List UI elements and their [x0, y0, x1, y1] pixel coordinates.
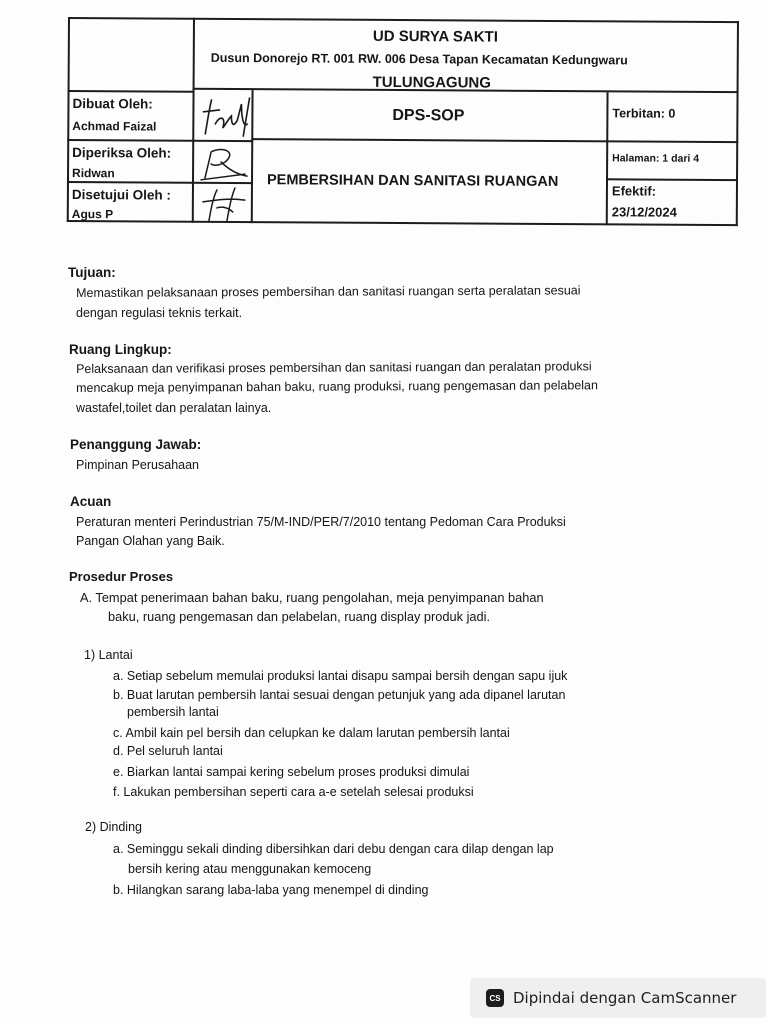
dinding-item-a: a. Seminggu sekali dinding dibersihkan dari debu dengan cara dilap dengan lap [113, 842, 554, 856]
lantai-item-d: d. Pel seluruh lantai [113, 744, 223, 758]
penanggung-jawab-title: Penanggung Jawab: [70, 437, 202, 452]
company-name: UD SURYA SAKTI [372, 27, 498, 46]
dinding-item-b: b. Hilangkan sarang laba-laba yang menempel di dinding [113, 883, 429, 897]
camscanner-label: Dipindai dengan CamScanner [513, 989, 737, 1007]
tujuan-line-1: Memastikan pelaksanaan proses pembersihan dan sanitasi ruangan serta peralatan sesuai [76, 283, 581, 300]
penanggung-jawab-text: Pimpinan Perusahaan [76, 458, 199, 472]
document-code: DPS-SOP [392, 106, 465, 125]
ruang-lingkup-line-3: wastafel,toilet dan peralatan lainya. [76, 401, 272, 415]
acuan-line-2: Pangan Olahan yang Baik. [76, 534, 225, 548]
prosedur-title: Prosedur Proses [69, 569, 174, 584]
prosedur-a-line-2: baku, ruang pengemasan dan pelabelan, ruang display produk jadi. [108, 609, 491, 624]
acuan-line-1: Peraturan menteri Perindustrian 75/M-IND/PER/7/2010 tentang Pedoman Cara Produksi [76, 515, 566, 529]
ruang-lingkup-line-1: Pelaksanaan dan verifikasi proses pembersihan dan sanitasi ruangan dan peralatan produksi [76, 359, 592, 376]
checked-by-name: Ridwan [72, 166, 115, 181]
ruang-lingkup-title: Ruang Lingkup: [69, 342, 172, 357]
effective-date: 23/12/2024 [611, 204, 677, 220]
lantai-title: 1) Lantai [84, 648, 133, 662]
dinding-item-a-cont: bersih kering atau menggunakan kemoceng [128, 862, 372, 876]
document-title: PEMBERSIHAN DAN SANITASI RUANGAN [266, 172, 559, 190]
dinding-title: 2) Dinding [85, 820, 142, 834]
prosedur-a-line-1: A. Tempat penerimaan bahan baku, ruang pengolahan, meja penyimpanan bahan [80, 590, 544, 605]
lantai-item-c: c. Ambil kain pel bersih dan celupkan ke dalam larutan pembersih lantai [113, 726, 510, 740]
issue-number: Terbitan: 0 [612, 106, 676, 121]
ruang-lingkup-line-2: mencakup meja penyimpanan bahan baku, ruang produksi, ruang pengemasan dan pelabelan [76, 378, 598, 395]
signature-checked [195, 144, 251, 184]
signature-prepared [197, 94, 257, 140]
tujuan-title: Tujuan: [68, 265, 116, 280]
lantai-item-f: f. Lakukan pembersihan seperti cara a-e setelah selesai produksi [113, 785, 474, 799]
company-address: Dusun Donorejo RT. 001 RW. 006 Desa Tapan Kecamatan Kedungwaru [210, 50, 628, 68]
lantai-item-a: a. Setiap sebelum memulai produksi lantai disapu sampai bersih dengan sapu ijuk [113, 669, 568, 683]
acuan-title: Acuan [70, 494, 112, 509]
approved-by-name: Agus P [71, 207, 114, 222]
lantai-item-e: e. Biarkan lantai sampai kering sebelum proses produksi dimulai [113, 765, 470, 779]
prepared-by-label: Dibuat Oleh: [72, 96, 153, 112]
effective-label: Efektif: [611, 183, 657, 199]
camscanner-badge [470, 978, 766, 1018]
tujuan-line-2: dengan regulasi teknis terkait. [76, 306, 243, 320]
checked-by-label: Diperiksa Oleh: [72, 145, 172, 161]
camscanner-icon: CS [486, 989, 504, 1007]
lantai-item-b: b. Buat larutan pembersih lantai sesuai dengan petunjuk yang ada dipanel larutan [113, 688, 566, 702]
prepared-by-name: Achmad Faizal [72, 119, 157, 134]
approved-by-label: Disetujui Oleh : [71, 187, 171, 203]
signature-approved [199, 186, 249, 224]
page-number: Halaman: 1 dari 4 [612, 152, 700, 165]
lantai-item-b-cont: pembersih lantai [127, 705, 219, 719]
company-city: TULUNGAGUNG [372, 73, 491, 92]
header-table [67, 17, 739, 226]
